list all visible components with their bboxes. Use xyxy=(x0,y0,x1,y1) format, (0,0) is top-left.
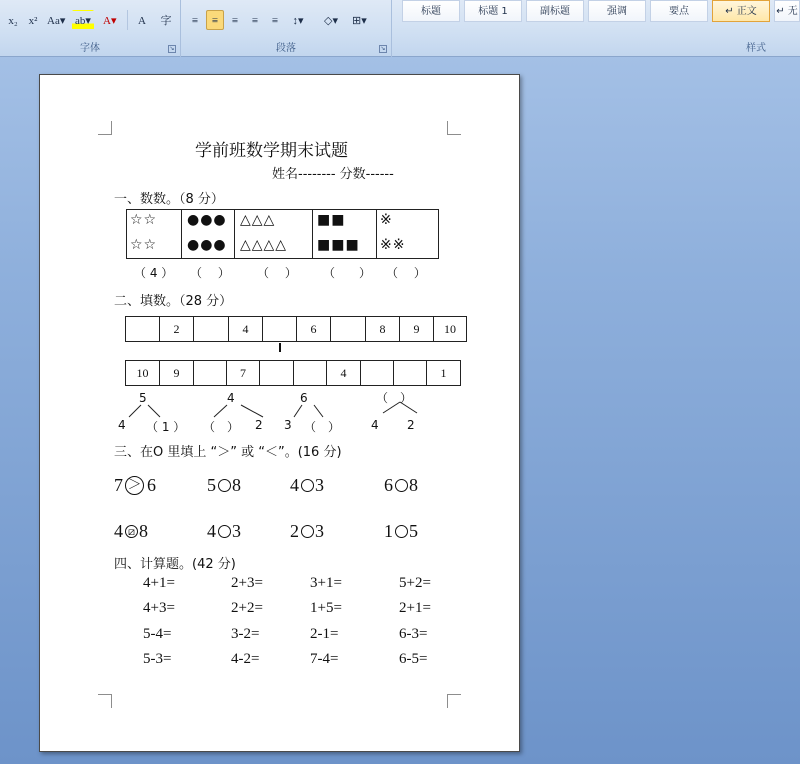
sequence-blank-cell[interactable] xyxy=(193,360,227,386)
sequence-blank-cell[interactable] xyxy=(193,316,229,342)
sequence-cell: 10 xyxy=(125,360,160,386)
calc-problem[interactable]: 6-3= xyxy=(399,626,428,642)
calc-problem[interactable]: 1+5= xyxy=(310,600,342,616)
align-right-button[interactable]: ≡ xyxy=(231,15,239,27)
font-dialog-launcher-icon[interactable]: ↘ xyxy=(169,45,175,52)
sequence-blank-cell[interactable] xyxy=(360,360,394,386)
count-symbols: △△△△ xyxy=(240,237,288,253)
compare-right-number: 5 xyxy=(409,521,418,541)
compare-right-number: 3 xyxy=(232,521,241,541)
sequence-cell: 9 xyxy=(159,360,194,386)
calc-problem[interactable]: 3-2= xyxy=(231,626,260,642)
justify-button[interactable]: ≡ xyxy=(251,15,259,27)
calc-problem[interactable]: 5-4= xyxy=(143,626,172,642)
style-tile-2[interactable]: 副标题 xyxy=(526,0,584,22)
sequence-cell: 1 xyxy=(426,360,461,386)
document-page[interactable] xyxy=(39,74,520,752)
highlight-button[interactable]: ab▾ xyxy=(72,10,94,30)
text-cursor xyxy=(279,343,281,352)
count-symbols: ■■■ xyxy=(317,237,360,253)
calc-problem[interactable]: 2-1= xyxy=(310,626,339,642)
margin-corner-top-left xyxy=(98,121,112,135)
paragraph-dialog-launcher-icon[interactable]: ↘ xyxy=(380,45,386,52)
compare-circle[interactable] xyxy=(395,525,408,538)
bond-right[interactable]: （ ） xyxy=(304,420,341,434)
sequence-blank-cell[interactable] xyxy=(262,316,297,342)
font-color-button[interactable]: A▾ xyxy=(103,15,117,27)
section3-heading: 三、在O 里填上 “＞” 或 “＜”。(16 分) xyxy=(114,445,342,460)
compare-right-number: 3 xyxy=(315,475,324,495)
compare-circle[interactable] xyxy=(218,479,231,492)
bond-left[interactable]: （ ） xyxy=(203,420,240,434)
paragraph-group xyxy=(181,0,392,57)
style-tile-5[interactable]: ↵ 正文 xyxy=(712,0,770,22)
compare-left-number: 1 xyxy=(384,521,393,541)
sequence-cell: 8 xyxy=(365,316,400,342)
ribbon xyxy=(0,0,800,57)
char-shading-button[interactable]: A xyxy=(138,15,146,27)
sequence-blank-cell[interactable] xyxy=(393,360,427,386)
count-symbols: ☆☆ xyxy=(130,212,158,228)
compare-left-number: 6 xyxy=(384,475,393,495)
margin-corner-top-right xyxy=(447,121,461,135)
count-symbols: ●●● xyxy=(187,237,227,253)
calc-problem[interactable]: 7-4= xyxy=(310,651,339,667)
margin-corner-bottom-left xyxy=(98,694,112,708)
calc-problem[interactable]: 4+3= xyxy=(143,600,175,616)
bond-left: 3 xyxy=(284,418,292,432)
align-center-button[interactable]: ≡ xyxy=(206,10,224,30)
count-answer-blank[interactable]: （ ） xyxy=(323,266,372,280)
count-answer-blank[interactable]: （ ） xyxy=(257,266,297,280)
calc-problem[interactable]: 5+2= xyxy=(399,575,431,591)
count-symbols: ●●● xyxy=(187,212,227,228)
align-left-button[interactable]: ≡ xyxy=(191,15,199,27)
bond-right: 2 xyxy=(255,418,263,432)
count-answer-blank[interactable]: （ ） xyxy=(190,266,230,280)
compare-right-number: 6 xyxy=(147,475,156,495)
sequence-cell: 6 xyxy=(296,316,331,342)
calc-problem[interactable]: 5-3= xyxy=(143,651,172,667)
calc-problem[interactable]: 4-2= xyxy=(231,651,260,667)
borders-button[interactable]: ⊞▾ xyxy=(352,15,367,27)
compare-circle[interactable] xyxy=(395,479,408,492)
superscript-button[interactable]: x² xyxy=(28,15,38,27)
sequence-cell: 4 xyxy=(228,316,263,342)
compare-left-number: 2 xyxy=(290,521,299,541)
style-tile-4[interactable]: 要点 xyxy=(650,0,708,22)
font-group-label: 字体 xyxy=(80,43,100,54)
sequence-cell: 2 xyxy=(159,316,194,342)
calc-problem[interactable]: 2+2= xyxy=(231,600,263,616)
enclose-char-button[interactable]: 字 xyxy=(160,15,172,27)
compare-circle[interactable]: ⧄ xyxy=(125,525,138,538)
sequence-cell: 10 xyxy=(433,316,467,342)
compare-right-number: 8 xyxy=(232,475,241,495)
compare-left-number: 7 xyxy=(114,475,123,495)
count-table-divider xyxy=(376,209,377,259)
count-symbols: ※ xyxy=(380,212,393,228)
change-case-button[interactable]: Aa▾ xyxy=(47,15,66,27)
sequence-blank-cell[interactable] xyxy=(259,360,294,386)
styles-group xyxy=(396,0,800,57)
style-tile-6[interactable]: ↵ 无 xyxy=(774,0,800,22)
margin-corner-bottom-right xyxy=(447,694,461,708)
compare-left-number: 4 xyxy=(207,521,216,541)
paragraph-group-label: 段落 xyxy=(276,43,296,54)
count-symbols: ■■ xyxy=(317,212,346,228)
font-group xyxy=(0,0,181,57)
style-tile-0[interactable]: 标题 xyxy=(402,0,460,22)
calc-problem[interactable]: 3+1= xyxy=(310,575,342,591)
count-table-divider xyxy=(181,209,182,259)
subscript-button[interactable]: x₂ xyxy=(8,15,18,27)
styles-group-label: 样式 xyxy=(746,43,766,54)
bond-top[interactable]: （ ） xyxy=(376,391,413,405)
section1-heading: 一、数数。（8 分） xyxy=(114,192,224,207)
count-symbols: △△△ xyxy=(240,212,276,228)
bond-left: 4 xyxy=(371,418,379,432)
bond-left: 4 xyxy=(118,418,126,432)
bond-right[interactable]: （ 1 ） xyxy=(146,420,186,434)
compare-left-number: 4 xyxy=(290,475,299,495)
calc-problem[interactable]: 2+1= xyxy=(399,600,431,616)
style-tile-3[interactable]: 强调 xyxy=(588,0,646,22)
name-score-line: 姓名-------- 分数------ xyxy=(272,167,394,182)
compare-left-number: 5 xyxy=(207,475,216,495)
compare-circle[interactable] xyxy=(218,525,231,538)
sequence-blank-cell[interactable] xyxy=(293,360,327,386)
calc-problem[interactable]: 4+1= xyxy=(143,575,175,591)
section2-heading: 二、填数。（28 分） xyxy=(114,294,233,309)
compare-right-number: 8 xyxy=(409,475,418,495)
sequence-cell: 4 xyxy=(326,360,361,386)
count-answer-blank[interactable]: （ 4 ） xyxy=(134,266,174,280)
page-title: 学前班数学期末试题 xyxy=(195,141,348,161)
sequence-cell: 9 xyxy=(399,316,434,342)
bond-top: 5 xyxy=(139,391,147,405)
count-symbols: ☆☆ xyxy=(130,237,158,253)
distributed-button[interactable]: ≡ xyxy=(271,15,279,27)
bond-right: 2 xyxy=(407,418,415,432)
sequence-blank-cell[interactable] xyxy=(125,316,160,342)
compare-circle[interactable]: ＞ xyxy=(125,476,144,495)
style-tile-1[interactable]: 标题 1 xyxy=(464,0,522,22)
count-table-divider xyxy=(312,209,313,259)
sequence-cell: 7 xyxy=(226,360,260,386)
shading-button[interactable]: ◇▾ xyxy=(324,15,338,27)
count-symbols: ※※ xyxy=(380,237,406,253)
calc-problem[interactable]: 6-5= xyxy=(399,651,428,667)
section4-heading: 四、计算题。(42 分) xyxy=(114,557,236,572)
compare-left-number: 4 xyxy=(114,521,123,541)
compare-right-number: 8 xyxy=(139,521,148,541)
line-spacing-button[interactable]: ↕▾ xyxy=(292,15,304,27)
compare-circle[interactable] xyxy=(301,479,314,492)
bond-top: 6 xyxy=(300,391,308,405)
compare-right-number: 3 xyxy=(315,521,324,541)
bond-top: 4 xyxy=(227,391,235,405)
font-separator xyxy=(127,10,128,30)
count-table-divider xyxy=(234,209,235,259)
calc-problem[interactable]: 2+3= xyxy=(231,575,263,591)
compare-circle[interactable] xyxy=(301,525,314,538)
count-answer-blank[interactable]: （ ） xyxy=(386,266,426,280)
sequence-blank-cell[interactable] xyxy=(330,316,366,342)
